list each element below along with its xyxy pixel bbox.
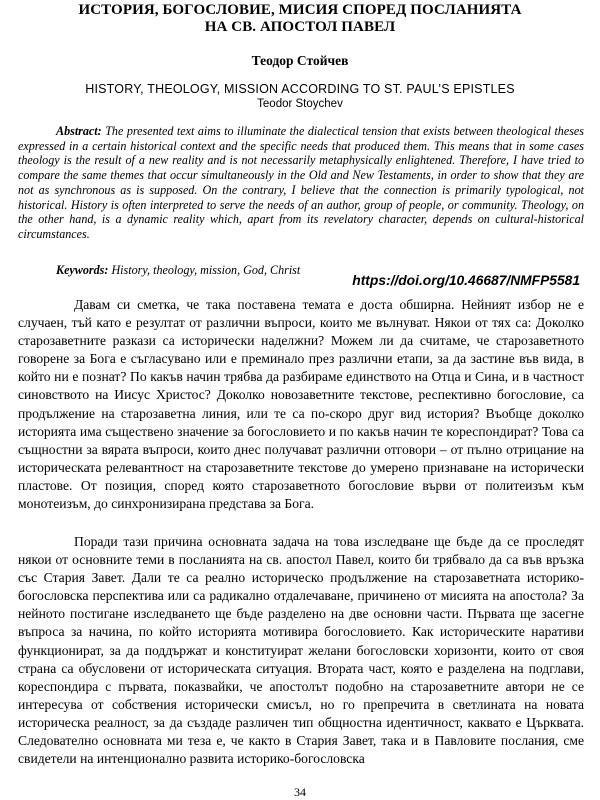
body-paragraph-1: Давам си сметка, че така поставена темата е доста обширна. Нейният избор не е случаен, тъй като е резултат от различни въпроси, които ме вълнуват. Някои от тях са: Доколко старозаветните разкази са исторически наделжни? Можем ли да считаме, че старозаветното говорене за Бога е съгласувано или е преминало през различни етапи, за да застине във вида, в който ни е познат? По какъв начин трябва да разбираме единството на Отца и Сина, и в частност синовството на Иисус Христос? Доколко новозаветните текстове, респективно богословие, са продължение на старозаветна линия, или те са по-скоро друг вид история? Въобще доколко историята има съществено значение за богословието и по какъв начин те кореспондират? Това са същностни за вярата въпроси, които днес получават различни отговори – от пълно отрицание на историческата релевантност на старозаветните текстове до умерено признаване на исторически пластове. От позиция, според която старозаветното богословие върви от политеизъм към монотеизъм, до синхронизирана представа за Бога. [18,297,584,512]
abstract-text: The presented text aims to illuminate the dialectical tension that exists between theological theses expressed in a certain historical context and the specific needs that produced them. This means that in some cases theology is the result of a new reality and is not necessarily metaphysically enlightened. Therefore, I have tried to compare the same themes that occur simultaneously in the Old and New Testaments, in order to show that they are not as synchronous as is supposed. On the contrary, I believe that the connection is primarily typological, not historical. History is often interpreted to serve the needs of an author, group of people, or community. Theology, on the other hand, is a dynamic reality which, apart from its revelatory character, depends on cultural-historical circumstances. [18,124,584,241]
title-bg-line1: ИСТОРИЯ, БОГОСЛОВИЕ, МИСИЯ СПОРЕД ПОСЛАНИЯТА [78,2,522,18]
abstract-label: Abstract: [56,124,102,138]
keywords-label: Keywords: [56,263,109,277]
author-name-en: Teodor Stoychev [257,98,343,110]
keywords-text: History, theology, mission, God, Christ [111,263,301,277]
abstract [18,124,584,242]
doi-link[interactable]: https://doi.org/10.46687/NMFP5581 [352,273,580,288]
title-bg-line2: НА СВ. АПОСТОЛ ПАВЕЛ [204,19,396,35]
body-paragraph-2: Поради тази причина основната задача на това изследване ще бъде да се проследят някои от основните теми в посланията на св. апостол Павел, които би трябвало да са във връзка със Стария Завет. Дали те са реално историческо продължение на старозаветната историко-богословска перспектива или са радикално отдалечаване, причинено от мисията на апостола? За нейното постигане изследването ще бъде разделено на две основни части. Първата ще засегне въпроса за начина, по който историята мотивира богословието. Как историческите наративи функционират, за да поддържат и конституират желани богословски хоризонти, които от своя страна са обусловени от историческата ситуация. Втората част, която е разделена на подглави, кореспондира с първата, показвайки, че апостолът подобно на старозаветните автори не се интересува от собствения исторически смисъл, но го препречита в светлината на новата историческа реалност, за да създаде различен тип общностна идентичност, каквато е Църквата. Следователно основната ми теза е, че както в Стария Завет, така и в Павловите послания, сме свидетели на интенционално развита историко-богословска [18,534,584,767]
author-name-bg: Теодор Стойчев [251,53,349,68]
title-en: HISTORY, THEOLOGY, MISSION ACCORDING TO ST. PAUL’S EPISTLES [85,82,515,96]
page-number: 34 [294,785,306,799]
